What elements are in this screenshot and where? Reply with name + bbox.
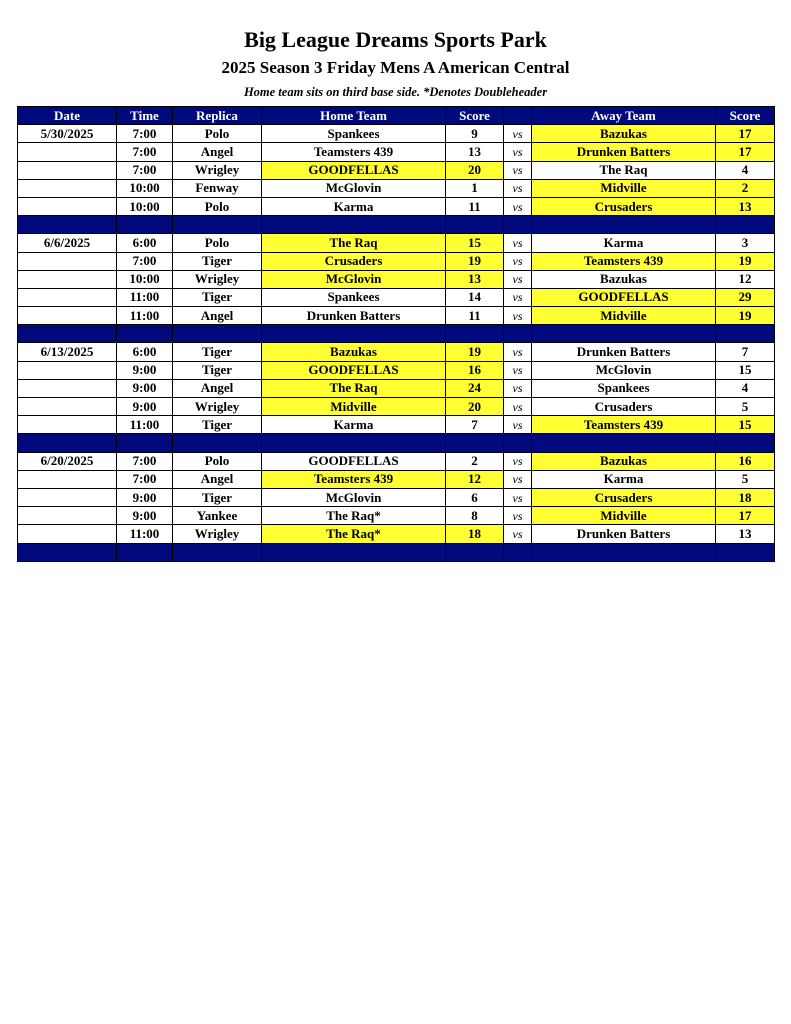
cell-away-score: 15 [716,416,775,434]
cell-away: Bazukas [532,125,716,143]
vs-cell: vs [504,398,532,416]
cell-away-score: 16 [716,452,775,470]
column-header-date: Date [18,107,117,125]
table-row [18,270,775,288]
column-header-away-score: Score [716,107,775,125]
cell-home-score: 18 [446,525,504,543]
cell-home-score: 12 [446,470,504,488]
date-cell: 5/30/2025 [18,125,117,143]
column-header-home-score: Score [446,107,504,125]
cell-time: 11:00 [117,525,173,543]
separator-cell [504,216,532,234]
cell-away: GOODFELLAS [532,288,716,306]
cell-home: Spankees [262,125,446,143]
cell-away-score: 5 [716,398,775,416]
separator-cell [173,216,262,234]
cell-replica: Polo [173,197,262,215]
cell-home: Drunken Batters [262,307,446,325]
date-cell: 6/6/2025 [18,234,117,252]
cell-replica: Tiger [173,288,262,306]
vs-cell: vs [504,307,532,325]
separator-cell [532,543,716,561]
cell-home: The Raq* [262,507,446,525]
cell-replica: Tiger [173,343,262,361]
cell-home: Midville [262,398,446,416]
cell-home-score: 20 [446,161,504,179]
date-cell [18,197,117,215]
cell-time: 9:00 [117,507,173,525]
cell-away-score: 19 [716,307,775,325]
table-row [18,143,775,161]
cell-replica: Angel [173,379,262,397]
cell-away: Crusaders [532,197,716,215]
separator-cell [173,543,262,561]
cell-home-score: 14 [446,288,504,306]
date-cell [18,252,117,270]
table-row [18,470,775,488]
table-row [18,307,775,325]
cell-away: Drunken Batters [532,343,716,361]
cell-replica: Angel [173,143,262,161]
cell-home-score: 13 [446,143,504,161]
cell-replica: Fenway [173,179,262,197]
cell-away: Teamsters 439 [532,416,716,434]
date-cell [18,161,117,179]
cell-home: Bazukas [262,343,446,361]
cell-away: Midville [532,179,716,197]
vs-cell: vs [504,270,532,288]
cell-home: McGlovin [262,179,446,197]
cell-away-score: 13 [716,525,775,543]
separator-cell [18,216,117,234]
cell-away-score: 7 [716,343,775,361]
cell-home-score: 19 [446,252,504,270]
schedule-note: Home team sits on third base side. *Denotes Doubleheader [243,85,548,99]
cell-away-score: 18 [716,488,775,506]
separator-cell [117,325,173,343]
cell-home-score: 11 [446,307,504,325]
table-row [18,161,775,179]
vs-cell: vs [504,234,532,252]
cell-replica: Polo [173,234,262,252]
cell-home-score: 2 [446,452,504,470]
separator-cell [504,325,532,343]
separator-cell [262,434,446,452]
separator-cell [117,216,173,234]
separator-cell [446,543,504,561]
cell-replica: Polo [173,452,262,470]
date-cell [18,179,117,197]
table-row [18,398,775,416]
table-row [18,288,775,306]
cell-away: Bazukas [532,452,716,470]
cell-away: The Raq [532,161,716,179]
vs-cell: vs [504,125,532,143]
column-header-time: Time [117,107,173,125]
cell-time: 6:00 [117,343,173,361]
cell-away-score: 17 [716,125,775,143]
cell-home-score: 11 [446,197,504,215]
date-cell: 6/13/2025 [18,343,117,361]
cell-time: 11:00 [117,416,173,434]
vs-cell: vs [504,379,532,397]
table-row [18,197,775,215]
date-cell [18,361,117,379]
separator-cell [173,434,262,452]
cell-time: 9:00 [117,488,173,506]
table-row [18,125,775,143]
separator-cell [716,543,775,561]
cell-home: The Raq [262,379,446,397]
table-row [18,416,775,434]
cell-home-score: 9 [446,125,504,143]
cell-away-score: 17 [716,507,775,525]
cell-home: Karma [262,416,446,434]
cell-away-score: 17 [716,143,775,161]
cell-time: 10:00 [117,179,173,197]
page-subtitle: 2025 Season 3 Friday Mens A American Central [221,58,570,77]
separator-cell [18,543,117,561]
cell-replica: Yankee [173,507,262,525]
cell-home-score: 7 [446,416,504,434]
date-cell [18,488,117,506]
cell-away: Midville [532,307,716,325]
date-cell [18,416,117,434]
week-separator-row [18,434,775,452]
separator-cell [532,434,716,452]
vs-cell: vs [504,143,532,161]
table-row [18,234,775,252]
cell-away-score: 2 [716,179,775,197]
separator-cell [716,216,775,234]
cell-home: GOODFELLAS [262,452,446,470]
cell-time: 10:00 [117,197,173,215]
cell-away-score: 3 [716,234,775,252]
cell-home: The Raq [262,234,446,252]
cell-replica: Polo [173,125,262,143]
table-row [18,252,775,270]
cell-replica: Wrigley [173,270,262,288]
week-separator-row [18,216,775,234]
cell-away-score: 13 [716,197,775,215]
cell-time: 9:00 [117,398,173,416]
cell-time: 9:00 [117,379,173,397]
cell-time: 7:00 [117,470,173,488]
column-header-replica: Replica [173,107,262,125]
table-row [18,379,775,397]
cell-away: Drunken Batters [532,525,716,543]
cell-replica: Tiger [173,252,262,270]
cell-home: GOODFELLAS [262,161,446,179]
separator-cell [446,325,504,343]
cell-home-score: 15 [446,234,504,252]
date-cell [18,143,117,161]
cell-home-score: 19 [446,343,504,361]
cell-away: Spankees [532,379,716,397]
table-row [18,343,775,361]
separator-cell [117,434,173,452]
cell-home-score: 16 [446,361,504,379]
cell-home: Teamsters 439 [262,143,446,161]
date-cell [18,288,117,306]
separator-cell [262,543,446,561]
vs-cell: vs [504,179,532,197]
date-cell [18,379,117,397]
cell-time: 7:00 [117,252,173,270]
table-row [18,452,775,470]
separator-cell [716,325,775,343]
separator-cell [18,434,117,452]
page-title: Big League Dreams Sports Park [244,27,547,52]
cell-home-score: 8 [446,507,504,525]
table-header-row [18,107,775,125]
cell-home-score: 6 [446,488,504,506]
week-separator-row [18,543,775,561]
vs-cell: vs [504,470,532,488]
column-header-vs [504,107,532,125]
cell-away-score: 4 [716,161,775,179]
separator-cell [18,325,117,343]
cell-away: Karma [532,470,716,488]
column-header-home-team: Home Team [262,107,446,125]
cell-home: Crusaders [262,252,446,270]
separator-cell [504,434,532,452]
cell-replica: Tiger [173,361,262,379]
cell-home: McGlovin [262,488,446,506]
cell-time: 9:00 [117,361,173,379]
schedule-table [17,106,775,562]
cell-time: 11:00 [117,307,173,325]
vs-cell: vs [504,452,532,470]
date-cell [18,507,117,525]
cell-away: Crusaders [532,398,716,416]
cell-replica: Wrigley [173,161,262,179]
separator-cell [262,216,446,234]
cell-away-score: 5 [716,470,775,488]
date-cell [18,470,117,488]
cell-home-score: 20 [446,398,504,416]
schedule-body [18,125,775,562]
cell-home-score: 24 [446,379,504,397]
cell-away-score: 29 [716,288,775,306]
date-cell: 6/20/2025 [18,452,117,470]
cell-time: 7:00 [117,143,173,161]
cell-home: GOODFELLAS [262,361,446,379]
cell-home-score: 13 [446,270,504,288]
separator-cell [716,434,775,452]
cell-away-score: 4 [716,379,775,397]
cell-away: Teamsters 439 [532,252,716,270]
cell-away: Karma [532,234,716,252]
table-row [18,361,775,379]
date-cell [18,398,117,416]
date-cell [18,525,117,543]
separator-cell [262,325,446,343]
cell-away: McGlovin [532,361,716,379]
vs-cell: vs [504,197,532,215]
separator-cell [446,216,504,234]
cell-home: Teamsters 439 [262,470,446,488]
cell-replica: Angel [173,307,262,325]
cell-time: 6:00 [117,234,173,252]
vs-cell: vs [504,288,532,306]
cell-time: 7:00 [117,452,173,470]
cell-time: 7:00 [117,161,173,179]
date-cell [18,307,117,325]
cell-away-score: 12 [716,270,775,288]
table-row [18,488,775,506]
cell-home: Spankees [262,288,446,306]
separator-cell [532,216,716,234]
cell-replica: Wrigley [173,398,262,416]
separator-cell [117,543,173,561]
vs-cell: vs [504,507,532,525]
vs-cell: vs [504,252,532,270]
cell-replica: Tiger [173,416,262,434]
separator-cell [504,543,532,561]
cell-replica: Angel [173,470,262,488]
cell-away: Crusaders [532,488,716,506]
table-row [18,525,775,543]
cell-time: 11:00 [117,288,173,306]
cell-replica: Wrigley [173,525,262,543]
cell-away: Drunken Batters [532,143,716,161]
table-row [18,507,775,525]
cell-away-score: 15 [716,361,775,379]
cell-home: Karma [262,197,446,215]
cell-away-score: 19 [716,252,775,270]
cell-time: 7:00 [117,125,173,143]
vs-cell: vs [504,343,532,361]
table-row [18,179,775,197]
vs-cell: vs [504,361,532,379]
separator-cell [446,434,504,452]
vs-cell: vs [504,525,532,543]
cell-home: The Raq* [262,525,446,543]
separator-cell [173,325,262,343]
vs-cell: vs [504,488,532,506]
cell-away: Bazukas [532,270,716,288]
cell-replica: Tiger [173,488,262,506]
cell-away: Midville [532,507,716,525]
week-separator-row [18,325,775,343]
vs-cell: vs [504,161,532,179]
cell-home-score: 1 [446,179,504,197]
cell-time: 10:00 [117,270,173,288]
date-cell [18,270,117,288]
column-header-away-team: Away Team [532,107,716,125]
vs-cell: vs [504,416,532,434]
separator-cell [532,325,716,343]
cell-home: McGlovin [262,270,446,288]
